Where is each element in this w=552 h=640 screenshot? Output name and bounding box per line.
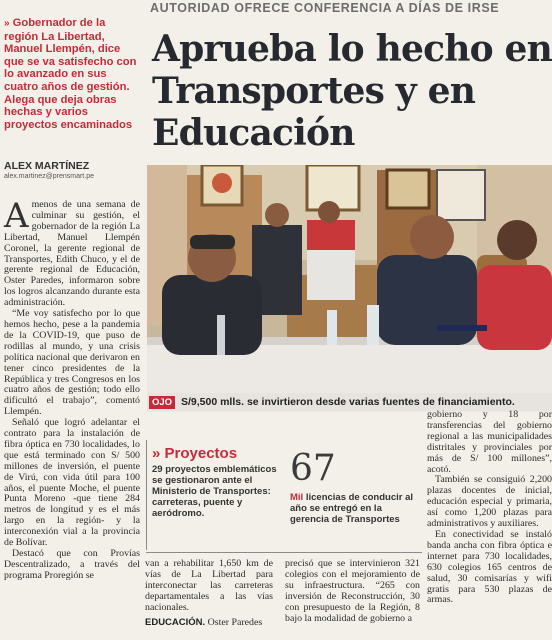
article-column-2 [145,559,273,628]
paragraph: También se consiguió 2,200 plazas docentes de inicial, educación especial y primaria, así como 1,200 plazas para administrativos y auxiliares. [427,474,552,530]
caption-text: S/9,500 mlls. se invirtieron desde varias fuentes de financiamiento. [180,396,515,408]
summary-text: Gobernador de la región La Libertad, Manuel Llempén, dice que se va satisfecho con lo avanzado en sus cuatro años de gestión. Alega que deja obras hechas y varios proyectos encaminados [4,17,137,131]
press-conference-photo [147,165,552,412]
article-column-1 [4,196,140,582]
proyectos-text: 29 proyectos emblemáticos se gestionaron ante el Ministerio de Transportes: carreteras, puente y aeródromo. [152,464,277,519]
first-paragraph: Amenos de una semana de culminar su gestión, el gobernador de la región La Libertad, Manuel Llempén Coronel, la gerente regional de Transportes, Edith Chuco, y el de gerente regional de Educación, Oster Paredes, informaron sobre los logros alcanzando durante esta administración. [4,196,140,309]
paragraph: En conectividad se instaló banda ancha con fibra óptica e internet para 730 localidades, 630 colegios 165 centros de salud, 30 comisarías y wifi gratis para 530 plazas de armas. [427,528,552,606]
paragraph: Oster Paredes [207,616,263,628]
bullet-arrow-icon: » [4,18,10,29]
divider [146,440,147,550]
licencias-text: Mil licencias de conducir al año se entregó en la gerencia de Transportes [290,492,414,525]
section-title: EDUCACIÓN. [145,616,206,628]
author-email: alex.martinez@prensmart.pe [4,173,94,180]
paragraph: Señaló que logró adelantar el contrato para la instalación de fibra óptica en 730 localidades, lo que está terminado con S/ 500 millones de inversión, el puente de Virú, con vida útil para 100 años, el puente Moche, el puente Punta Moreno -que tiene 284 metros de longitud y es el más largo en la región- y la interconexión vial a la provincia de Bolívar. [4,417,140,549]
ojo-tag: OJO [149,396,175,409]
paragraph: “Me voy satisfecho por lo que hemos hecho, pese a la pandemia de la COVID-19, que puso de rodillas al mundo, y una crisis política nacional que derivaron en tener cinco presidentes de la República y tres Congresos en los cuatro años de gestión; todo ello dificultó el trabajo”, comentó Llempén. [4,308,140,418]
paragraph: precisó que se intervinieron 321 colegios con el mejoramiento de su infraestructura. “265 con inversión de Reconstrucción, 30 con presupuesto de la Región, 8 bajo la modalidad de gobierno a [285,558,420,624]
paragraph: gobierno y 18 por transferencias del gobierno regional a las municipalidades distritales y provinciales por más de S/ 100 millones”, acotó. [427,409,552,475]
paragraph: van a rehabilitar 1,650 km de vías de La Libertad para interconectar las carreteras departamentales a las vías nacionales. [145,558,273,613]
paragraph: Destacó que con Provías Descentralizado, a través del programa Proregión se [4,548,140,581]
drop-cap: A [4,196,29,236]
byline [4,160,144,180]
article-column-3 [285,559,420,624]
licencias-number: 67 [290,448,336,489]
licencias-highlight: Mil [290,492,304,503]
divider [146,552,422,553]
summary [4,17,138,131]
article-column-4 [427,410,552,606]
author-name: ALEX MARTÍNEZ [4,160,90,172]
kicker: AUTORIDAD OFRECE CONFERENCIA A DÍAS DE IRSE [150,1,500,15]
headline: Aprueba lo hecho en Transportes y en Educación [152,28,552,154]
proyectos-title: » Proyectos [152,445,238,462]
